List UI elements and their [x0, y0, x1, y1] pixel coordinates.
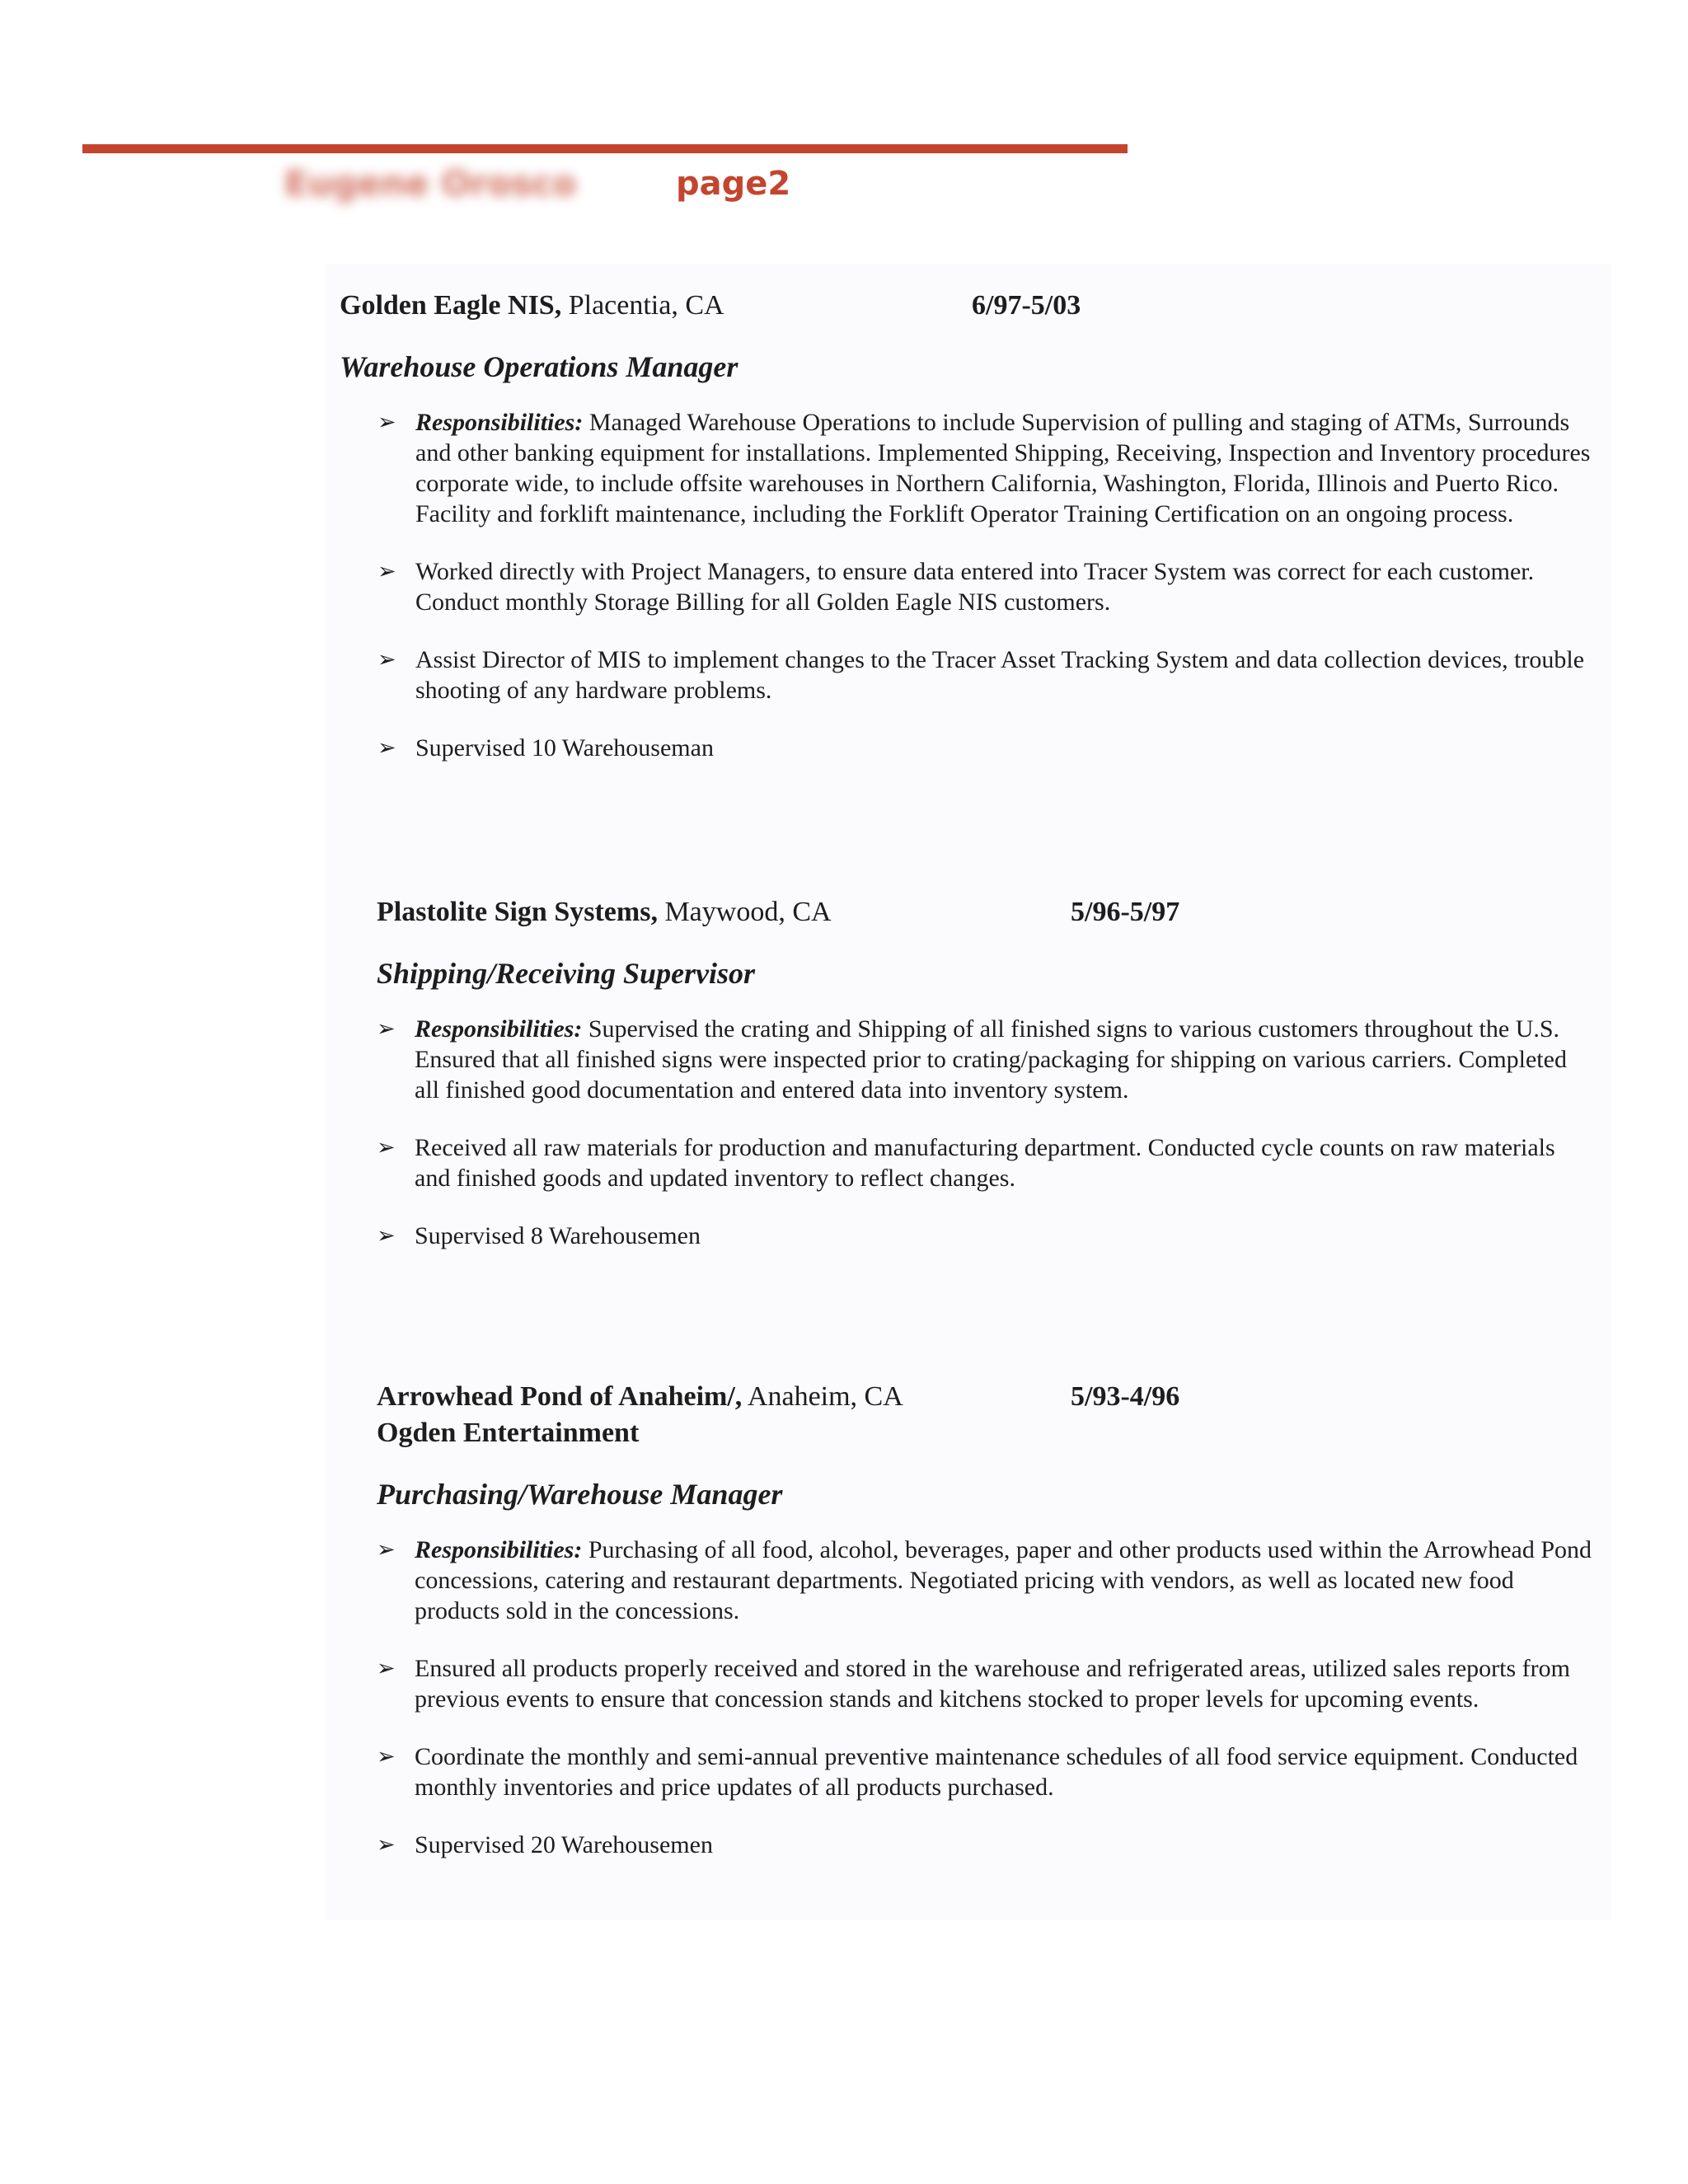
bullet-text: Received all raw materials for production and manufacturing department. Conducted cycle counts on raw materials and finished goods and updated inventory to reflect changes.: [415, 1134, 1555, 1192]
list-item: [377, 1132, 1593, 1193]
job-title: Shipping/Receiving Supervisor: [377, 957, 756, 990]
job-entry-plastolite: [377, 897, 1597, 1278]
arrow-bullet-icon: ➢: [377, 559, 396, 583]
list-item: [377, 1535, 1593, 1626]
job-dates: 6/97-5/03: [972, 290, 1081, 321]
company-name-line2: Ogden Entertainment: [377, 1418, 640, 1448]
arrow-bullet-icon: ➢: [377, 1744, 396, 1769]
list-item: [377, 407, 1594, 529]
arrow-bullet-icon: ➢: [377, 1223, 396, 1248]
bullet-text: Supervised 8 Warehousemen: [415, 1222, 701, 1249]
company-location: Anaheim, CA: [742, 1381, 903, 1412]
arrow-bullet-icon: ➢: [377, 1537, 396, 1562]
arrow-bullet-icon: ➢: [377, 1832, 396, 1857]
list-item: [377, 1653, 1593, 1714]
arrow-bullet-icon: ➢: [377, 410, 396, 434]
responsibility-list: [377, 1535, 1597, 1860]
company-location: Placentia, CA: [561, 290, 724, 321]
bullet-text: Supervised 10 Warehouseman: [415, 734, 714, 762]
job-title: Warehouse Operations Manager: [340, 350, 738, 383]
company-name: Plastolite Sign Systems,: [377, 897, 658, 927]
header-rule: [82, 144, 1128, 153]
bullet-label: Responsibilities:: [415, 1015, 583, 1043]
bullet-text: Supervised the crating and Shipping of all finished signs to various customers throughout the U.S. Ensured that all finished signs were inspected prior to crating/packaging for shipping on various carriers. Completed all finished good documentation and entered data into inventory system.: [415, 1015, 1567, 1104]
list-item: [377, 1014, 1593, 1105]
bullet-label: Responsibilities:: [415, 409, 584, 436]
bullet-label: Responsibilities:: [415, 1536, 583, 1563]
job-entry-arrowhead-pond: [377, 1381, 1597, 1887]
list-item: [377, 556, 1594, 617]
bullet-text: Supervised 20 Warehousemen: [415, 1831, 713, 1858]
list-item: [377, 1830, 1593, 1860]
list-item: [377, 733, 1594, 763]
job-dates: 5/93-4/96: [1071, 1381, 1180, 1412]
responsibility-list: [377, 407, 1591, 763]
header-name: Eugene Orosco: [284, 163, 577, 204]
company-name: Golden Eagle NIS,: [340, 290, 562, 321]
arrow-bullet-icon: ➢: [377, 1656, 396, 1680]
bullet-text: Ensured all products properly received and stored in the warehouse and refrigerated areas, utilized sales reports from previous events to ensure that concession stands and kitchens stocked to proper levels for upcoming events.: [415, 1655, 1570, 1713]
arrow-bullet-icon: ➢: [377, 1135, 396, 1160]
arrow-bullet-icon: ➢: [377, 735, 396, 760]
arrow-bullet-icon: ➢: [377, 647, 396, 672]
company-name: Arrowhead Pond of Anaheim/,: [377, 1381, 743, 1412]
page-label: page2: [676, 165, 791, 203]
job-entry-golden-eagle: [340, 290, 1591, 790]
bullet-text: Managed Warehouse Operations to include Supervision of pulling and staging of ATMs, Surrounds and other banking equipment for installations. Implemented Shipping, Receiving, Inspection and Inventory procedures corporate wide, to include offsite warehouses in Northern California, Washington, Florida, Illinois and Puerto Rico. Facility and forklift maintenance, including the Forklift Operator Training Certification on an ongoing process.: [415, 409, 1591, 527]
company-location: Maywood, CA: [657, 897, 832, 927]
job-header: [377, 897, 1597, 933]
job-header: [377, 1381, 1597, 1418]
list-item: [377, 1741, 1593, 1802]
responsibility-list: [377, 1014, 1597, 1251]
job-header: [340, 290, 1559, 326]
list-item: [377, 1221, 1593, 1251]
job-dates: 5/96-5/97: [1071, 897, 1180, 927]
bullet-text: Worked directly with Project Managers, to ensure data entered into Tracer System was correct for each customer. Conduct monthly Storage Billing for all Golden Eagle NIS customers.: [415, 558, 1535, 616]
list-item: [377, 644, 1594, 705]
job-title: Purchasing/Warehouse Manager: [377, 1478, 783, 1511]
arrow-bullet-icon: ➢: [377, 1016, 396, 1041]
bullet-text: Purchasing of all food, alcohol, beverages, paper and other products used within the Arrowhead Pond concessions, catering and restaurant departments. Negotiated pricing with vendors, as well as located new food products sold in the concessions.: [415, 1536, 1592, 1624]
bullet-text: Coordinate the monthly and semi-annual preventive maintenance schedules of all food service equipment. Conducted monthly inventories and price updates of all products purchased.: [415, 1743, 1578, 1801]
bullet-text: Assist Director of MIS to implement changes to the Tracer Asset Tracking System and data collection devices, trouble shooting of any hardware problems.: [415, 646, 1585, 704]
